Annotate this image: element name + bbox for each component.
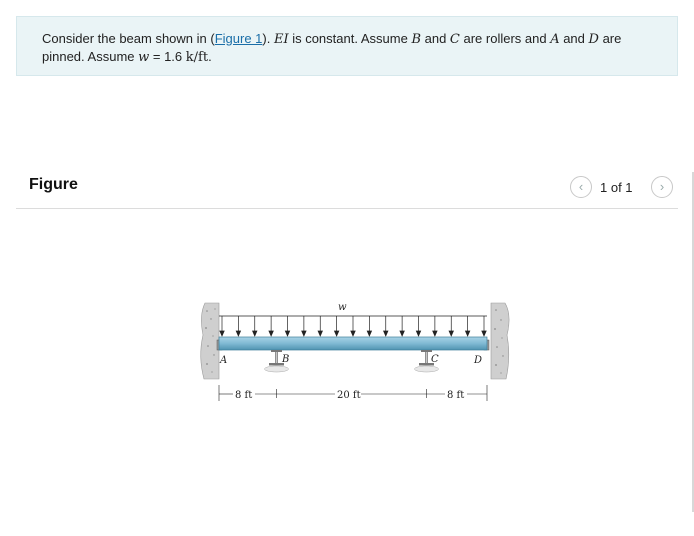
label-a: A: [220, 355, 228, 366]
pager-text: 1 of 1: [600, 180, 633, 195]
beam-figure: [195, 295, 515, 410]
load-arrow-head: [384, 331, 388, 336]
problem-text-8: = 1.6: [149, 49, 186, 64]
chevron-right-icon: ›: [659, 179, 665, 194]
load-arrows: [220, 316, 486, 336]
chevron-left-icon: ‹: [578, 179, 584, 194]
load-arrow-head: [482, 331, 486, 336]
load-arrow-head: [351, 331, 355, 336]
label-c: C: [431, 354, 439, 365]
unit-symbol: k/ft: [185, 50, 209, 65]
problem-text-1: Consider the beam shown in (: [42, 31, 215, 46]
load-arrow-head: [318, 331, 322, 336]
load-arrow-head: [416, 331, 420, 336]
left-wall: [201, 303, 219, 379]
right-wall: [491, 303, 509, 379]
figure-title: Figure: [29, 176, 78, 193]
load-arrow-head: [269, 331, 273, 336]
load-arrow-head: [334, 331, 338, 336]
problem-text-4: and: [421, 31, 450, 46]
load-arrow-head: [433, 331, 437, 336]
c-symbol: C: [449, 32, 460, 47]
label-b: B: [282, 354, 290, 365]
next-figure-button[interactable]: [651, 176, 673, 198]
label-d: D: [474, 355, 483, 366]
dimension-ab: 8 ft: [235, 390, 253, 401]
dimension-bc: 20 ft: [337, 390, 361, 401]
figure-header: [16, 170, 678, 209]
w-symbol: w: [138, 50, 150, 65]
prev-figure-button[interactable]: [570, 176, 592, 198]
load-arrow-head: [367, 331, 371, 336]
d-symbol: D: [588, 32, 599, 47]
figure-1-link[interactable]: Figure 1: [214, 31, 263, 46]
problem-text-2: ).: [262, 31, 274, 46]
load-arrow-head: [302, 331, 306, 336]
load-arrow-head: [449, 331, 453, 336]
b-symbol: B: [411, 32, 421, 47]
ei-symbol: EI: [273, 32, 289, 47]
dimension-cd: 8 ft: [447, 390, 465, 401]
problem-text-7: are pinned. Assume: [42, 31, 622, 64]
load-arrow-head: [400, 331, 404, 336]
load-arrow-head: [465, 331, 469, 336]
problem-text-3: is constant. Assume: [288, 31, 412, 46]
load-arrow-head: [285, 331, 289, 336]
load-arrow-head: [236, 331, 240, 336]
problem-text-6: and: [559, 31, 589, 46]
load-arrow-head: [253, 331, 257, 336]
load-arrow-head: [220, 331, 224, 336]
problem-text-5: are rollers and: [459, 31, 551, 46]
load-label-w: w: [338, 302, 347, 313]
beam: [219, 337, 487, 350]
problem-statement: [16, 16, 678, 76]
a-symbol: A: [550, 32, 560, 47]
problem-text-9: .: [208, 49, 212, 64]
